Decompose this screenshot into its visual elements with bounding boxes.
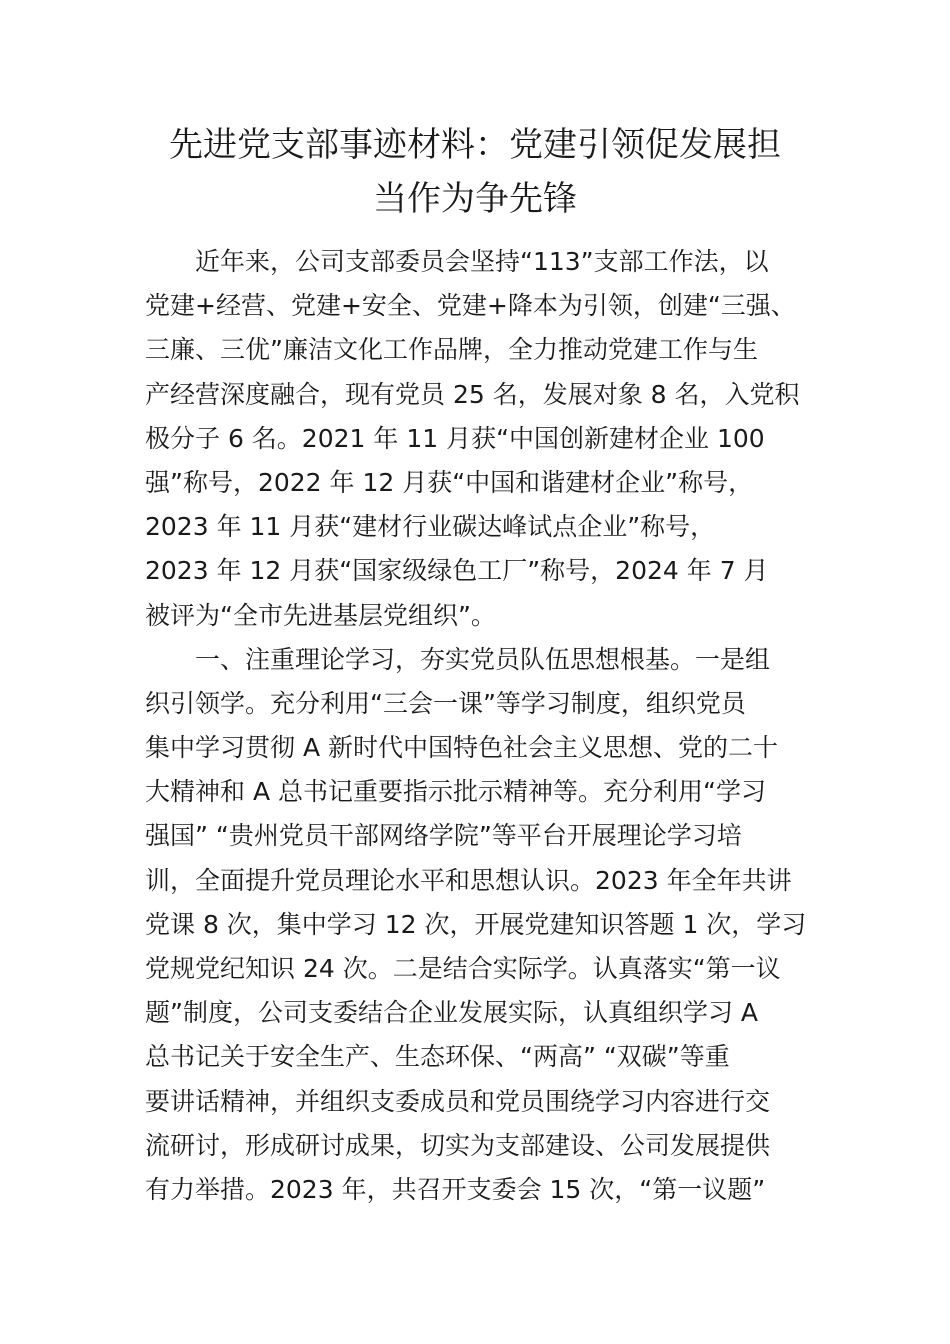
text-line: 有力举措。2023 年，共召开支委会 15 次，“第一议题”: [145, 1174, 766, 1204]
text-line: 产经营深度融合，现有党员 25 名，发展对象 8 名，入党积: [145, 379, 800, 409]
text-line: 2023 年 12 月获“国家级绿色工厂”称号，2024 年 7 月: [145, 556, 769, 586]
paragraph-intro: [145, 240, 815, 638]
text-line: 强国” “贵州党员干部网络学院”等平台开展理论学习培: [145, 821, 742, 851]
text-line: 三廉、三优”廉洁文化工作品牌，全力推动党建工作与生: [145, 335, 758, 365]
text-line: 要讲话精神，并组织支委成员和党员围绕学习内容进行交: [145, 1086, 771, 1116]
text-line: 训，全面提升党员理论水平和思想认识。2023 年全年共讲: [145, 865, 792, 895]
text-line: 党课 8 次，集中学习 12 次，开展党建知识答题 1 次，学习: [145, 909, 807, 939]
text-line: 题”制度，公司支委结合企业发展实际，认真组织学习 A: [145, 998, 759, 1028]
text-line: 集中学习贯彻 A 新时代中国特色社会主义思想、党的二十: [145, 733, 778, 763]
text-line: 织引领学。充分利用“三会一课”等学习制度，组织党员: [145, 688, 746, 718]
document-title: [145, 118, 805, 226]
paragraph-section-one: [145, 638, 815, 1212]
text-line: 被评为“全市先进基层党组织”。: [145, 600, 496, 630]
text-line: 一、注重理论学习，夯实党员队伍思想根基。一是组: [195, 644, 771, 674]
document-body: [145, 240, 815, 1212]
text-line: 强”称号，2022 年 12 月获“中国和谐建材企业”称号，: [145, 467, 754, 497]
text-line: 党规党纪知识 24 次。二是结合实际学。认真落实“第一议: [145, 954, 781, 983]
text-line: 党建+经营、党建+安全、党建+降本为引领，创建“三强、: [145, 291, 796, 321]
text-line: 2023 年 11 月获“建材行业碳达峰试点企业”称号，: [145, 512, 716, 542]
text-line: 大精神和 A 总书记重要指示批示精神等。充分利用“学习: [145, 777, 766, 807]
title-line: 当作为争先锋: [373, 179, 577, 219]
title-line: 先进党支部事迹材料：党建引领促发展担: [169, 125, 781, 165]
text-line: 流研讨，形成研讨成果，切实为支部建设、公司发展提供: [145, 1130, 771, 1160]
text-line: 极分子 6 名。2021 年 11 月获“中国创新建材企业 100: [145, 423, 765, 453]
text-line: 总书记关于安全生产、生态环保、“两高” “双碳”等重: [145, 1042, 730, 1072]
text-line: 近年来，公司支部委员会坚持“113”支部工作法，以: [195, 247, 769, 276]
